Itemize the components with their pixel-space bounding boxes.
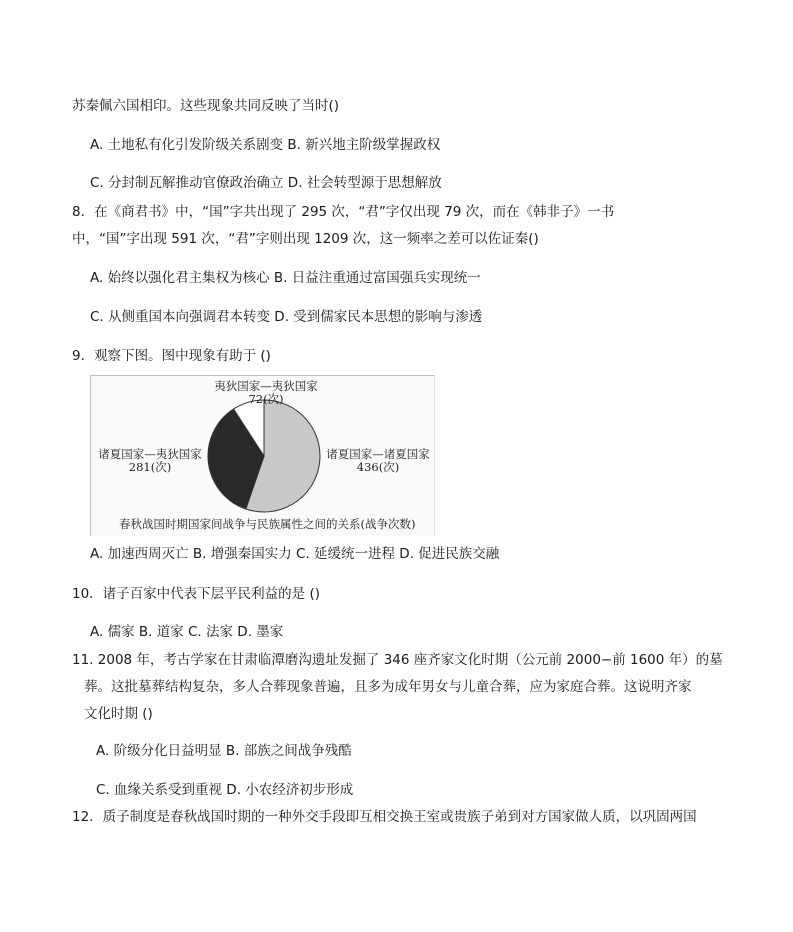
slice-label-zhuxia-yidi: 诸夏国家—夷狄国家 281(次) (98, 447, 202, 474)
question-9-text: 9．观察下图。图中现象有助于 () (72, 348, 271, 364)
text-line: 苏秦佩六国相印。这些现象共同反映了当时() (72, 98, 340, 114)
question-8-text: 中，“国”字出现 591 次，“君”字则出现 1209 次，这一频率之差可以佐证秦() (72, 231, 539, 247)
option-line: C. 从侧重国本向强调君本转变 D. 受到儒家民本思想的影响与渗透 (90, 309, 483, 325)
question-12-text: 12．质子制度是春秋战国时期的一种外交手段即互相交换王室或贵族子弟到对方国家做人质，以巩固两国 (72, 809, 697, 825)
pie-chart-figure (90, 375, 435, 536)
slice-label-zhuxia-zhuxia: 诸夏国家—诸夏国家 436(次) (326, 447, 430, 474)
question-11-text: 葬。这批墓葬结构复杂，多人合葬现象普遍，且多为成年男女与儿童合葬，应为家庭合葬。这说明齐家 (84, 679, 692, 695)
option-line: A. 土地私有化引发阶级关系剧变 B. 新兴地主阶级掌握政权 (90, 137, 441, 153)
option-line: A. 阶级分化日益明显 B. 部族之间战争残酷 (96, 743, 352, 759)
question-11-text: 11. 2008 年，考古学家在甘肃临潭磨沟遗址发掘了 346 座齐家文化时期（公元前 2000−前 1600 年）的墓 (72, 652, 723, 668)
option-line: C. 分封制瓦解推动官僚政治确立 D. 社会转型源于思想解放 (90, 175, 442, 191)
question-10-text: 10．诸子百家中代表下层平民利益的是 () (72, 586, 321, 602)
option-line: C. 血缘关系受到重视 D. 小农经济初步形成 (96, 782, 354, 798)
chart-title: 春秋战国时期国家间战争与民族属性之间的关系(战争次数) (119, 517, 416, 531)
slice-label-yidi-yidi: 夷狄国家—夷狄国家 72(次) (214, 379, 318, 406)
option-line: A. 儒家 B. 道家 C. 法家 D. 墨家 (90, 624, 284, 640)
option-line: A. 加速西周灭亡 B. 增强秦国实力 C. 延缓统一进程 D. 促进民族交融 (90, 546, 500, 562)
question-8-text: 8．在《商君书》中，“国”字共出现了 295 次，“君”字仅出现 79 次，而在《韩非子》一书 (72, 204, 615, 220)
option-line: A. 始终以强化君主集权为核心 B. 日益注重通过富国强兵实现统一 (90, 270, 481, 286)
question-11-text: 文化时期 () (84, 706, 153, 722)
